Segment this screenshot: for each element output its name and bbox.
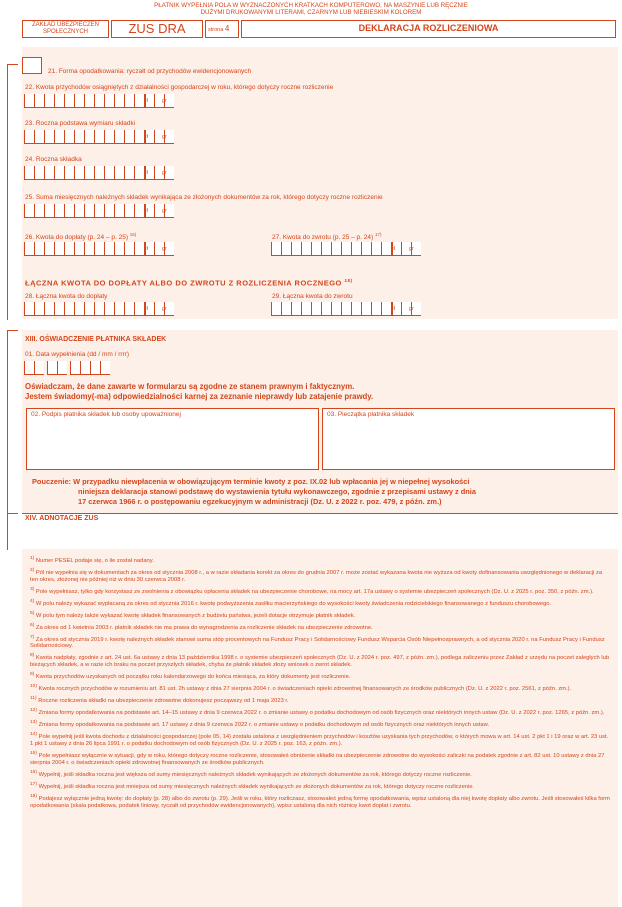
footnote-text: Kwota rocznych przychodów w rozumieniu art. 81 ust. 2h ustawy z dnia 27 sierpnia 2004 r. o świadczeniach opieki zdrowotnej finansowanych ze środków publicznych (Dz. U. z 2022 r. poz. 2561, z późn. zm.). <box>38 686 572 693</box>
total-title <box>25 278 352 288</box>
unit-gr: gr <box>409 306 414 312</box>
footnote-text: Podajesz wyłącznie jedną kwotę: do dopłaty (p. 28) albo do zwrotu (p. 29). Jeśli w roku, który rozliczasz, stosowałeś jedną formę opodatkowania, wpisz ustaloną dla niej kwotę dopłaty albo zwrotu. Jeśli stosowałeś kilka form opodatkowania (skala podatkowa, podatek liniowy, ryczałt od przychodów ewidencjonowanych), wpisz ustaloną dla nich różnicę kwot dopłat i zwrotu. <box>30 795 610 809</box>
date-input[interactable] <box>24 361 110 375</box>
footnote-15 <box>30 750 610 767</box>
footnote-7 <box>30 634 610 651</box>
footnote-number: 1) <box>30 556 35 561</box>
f27-label <box>272 232 382 241</box>
notice-line-3: 17 czerwca 1966 r. o postępowaniu egzekucyjnym w administracji (Dz. U. z 2022 r. poz. 479, z późn. zm.) <box>78 497 442 506</box>
f29-amount-input[interactable] <box>271 302 421 316</box>
unit-gr: gr <box>409 246 414 252</box>
unit-zl: zł <box>144 208 148 214</box>
footnote-text: Za okres od stycznia 2019 r. kwotę należnych składek stanowi suma stóp procentowych na Fundusz Pracy i Solidarnościowy Fundusz Wsparcia Osób Niepełnosprawnych, a od stycznia 2020 r. na Fundusz Pracy i Fundusz Solidarnościowy. <box>30 636 605 650</box>
f26-footnote-ref: 16) <box>129 232 137 237</box>
org-line-2: SPOŁECZNYCH <box>42 29 88 35</box>
total-title-text: ŁĄCZNA KWOTA DO DOPŁATY ALBO DO ZWROTU Z ROZLICZENIA ROCZNEGO <box>25 278 342 288</box>
f23-label: 23. Roczna podstawa wymiaru składki <box>25 120 136 127</box>
signature-field[interactable] <box>26 408 319 470</box>
footnote-number: 16) <box>30 769 37 775</box>
f24-label: 24. Roczna składka <box>25 156 82 163</box>
stamp-field[interactable] <box>322 408 615 470</box>
unit-zl: zł <box>391 306 395 312</box>
footnote-6 <box>30 622 610 632</box>
footnote-text: Wypełnij, jeśli składka roczna jest mniejsza od sumy miesięcznych należnych składek wynikających ze złożonych dokumentów za rok, którego dotyczy roczne rozliczenie. <box>38 783 475 790</box>
section-bracket <box>7 513 18 550</box>
form-code: ZUS DRA <box>128 21 186 36</box>
section-xiii-title: XIII. OŚWIADCZENIE PŁATNIKA SKŁADEK <box>25 336 167 343</box>
footnote-number: 2) <box>30 567 35 573</box>
footnote-10 <box>30 683 610 693</box>
footnote-text: Zmiana formy opodatkowania na podstawie art. 14–15 ustawy z dnia 9 czerwca 2022 r. o zmianie ustawy o podatku dochodowym od osób fizycznych oraz niektórych innych ustaw (Dz. U. z 2022 r. poz. 1265, z późn. zm.). <box>38 710 605 717</box>
f21-label: 21. Forma opodatkowania: ryczałt od przychodów ewidencjonowanych <box>48 68 252 75</box>
f27-footnote-ref: 17) <box>374 232 382 237</box>
footnote-number: 12) <box>30 708 37 714</box>
statement-line-2: Jestem świadomy(-ma) odpowiedzialności karnej za zeznanie nieprawdy lub zatajenie prawdy. <box>25 392 374 401</box>
footnote-number: 14) <box>30 731 37 737</box>
f23-amount-input[interactable] <box>24 130 174 144</box>
footnote-9 <box>30 671 610 681</box>
page-number: 4 <box>224 24 230 33</box>
footnote-2 <box>30 567 610 584</box>
footnote-number: 13) <box>30 720 37 726</box>
form-title: DEKLARACJA ROZLICZENIOWA <box>358 23 499 33</box>
footnote-number: 7) <box>30 634 35 640</box>
unit-zl: zł <box>144 306 148 312</box>
footnote-text: Za okres od 1 kwietnia 2003 r. płatnik składek nie ma prawa do wynagrodzenia za rozliczenie składek na ubezpieczenie zdrowotne. <box>35 624 373 631</box>
notice-line-1: Pouczenie: W przypadku niewpłacenia w obowiązującym terminie kwoty z poz. IX.02 lub wpłacania jej w niepełnej wysokości <box>32 477 470 486</box>
form-code-box <box>111 20 203 38</box>
footnote-text: Zmiana formy opodatkowania na podstawie art. 17 ustawy z dnia 9 czerwca 2022 r. o zmianie ustawy o podatku dochodowym od osób fizycznych oraz niektórych innych ustaw. <box>38 721 490 728</box>
unit-zl: zł <box>391 246 395 252</box>
org-line-1: ZAKŁAD UBEZPIECZEŃ <box>31 22 99 28</box>
footnote-11 <box>30 695 610 705</box>
footnote-text: Pole wypełnij jeśli kwota dochodu z działalności gospodarczej (pole 05, 14) została ustalona z uwzględnieniem przychodów i kosztów uzyskania tych przychodów, o których mowa w art. 14 ust. 2 pkt 1 i 19 oraz w art. 23 ust. 1 pkt 1 ustawy z dnia 26 lipca 1991 r. o podatku dochodowym od osób fizycznych (Dz. U. z 2025 r. poz. 163, z późn. zm.). <box>30 733 609 747</box>
f26-amount-input[interactable] <box>24 242 174 256</box>
footnote-1 <box>30 555 610 565</box>
footnote-text: Roczne rozliczenia składki na ubezpieczenie zdrowotne dokonujesz począwszy od 1 maja 2023 r. <box>38 698 289 705</box>
f28-label: 28. Łączna kwota do dopłaty <box>25 293 108 300</box>
unit-gr: gr <box>162 170 167 176</box>
footnote-number: 8) <box>30 653 35 659</box>
footnote-text: W polu należy wykazać wypłacaną za okres od stycznia 2016 r. kwotę podwyższenia zasiłku macierzyńskiego do wysokości kwoty świadczenia rodzicielskiego finansowanego z funduszu chorobowego. <box>35 600 552 607</box>
footnote-text: Pól nie wypełnia się w dokumentach za okres od stycznia 2008 r., a w razie składania korekt za okres do grudnia 2007 r. może zostać wykazana kwota nie wyższa od kwoty dofinansowania uwzględnionego w deklaracji za ten okres, złożonej nie później niż w dniu 30 czerwca 2008 r. <box>30 569 603 583</box>
footnote-number: 9) <box>30 672 35 678</box>
form-title-box <box>241 20 616 38</box>
f29-label: 29. Łączna kwota do zwrotu <box>272 293 353 300</box>
footnote-text: Kwota nadpłaty, zgodnie z art. 24 ust. 6a ustawy z dnia 13 października 1998 r. o systemie ubezpieczeń społecznych (Dz. U. z 2024 r. poz. 497, z późn. zm.), podlega zaliczeniu przez Zakład z urzędu na poczet zaległych lub bieżących składek, a w razie ich braku na poczet przyszłych składek, chyba że płatnik składek złoży wniosek o zwrot składek. <box>30 655 610 669</box>
f27-amount-input[interactable] <box>271 242 421 256</box>
footnote-text: W polu tym należy także wykazać kwotę składek finansowanych z budżetu państwa, jeżeli dotacje otrzymuje płatnik składek. <box>35 612 356 619</box>
footnote-number: 5) <box>30 610 35 616</box>
total-footnote-ref: 18) <box>344 278 353 283</box>
unit-gr: gr <box>162 134 167 140</box>
unit-zl: zł <box>144 98 148 104</box>
page-label: strona <box>208 27 224 33</box>
footnote-12 <box>30 707 610 717</box>
unit-zl: zł <box>144 170 148 176</box>
instruction-line-1: PŁATNIK WYPEŁNIA POLA W WYZNACZONYCH KRATKACH KOMPUTEROWO, NA MASZYNIE LUB RĘCZNIE <box>154 2 468 9</box>
section-xiv <box>22 513 618 550</box>
footnote-number: 6) <box>30 622 35 628</box>
footnote-18 <box>30 793 610 810</box>
footnote-number: 4) <box>30 598 35 604</box>
notice-line-2: niniejsza deklaracja stanowi podstawę do wystawienia tytułu wykonawczego, zgodnie z przepisami ustawy z dnia <box>78 487 476 496</box>
f26-text: 26. Kwota do dopłaty (p. 24 – p. 25) <box>25 234 128 242</box>
footnote-17 <box>30 781 610 791</box>
f22-amount-input[interactable] <box>24 94 174 108</box>
footnote-text: Pole wypełniasz wyłącznie w sytuacji, gdy w roku, którego dotyczy roczne rozliczenie, stosowałeś obniżenie składki na ubezpieczenie zdrowotne do wysokości zaliczki na podatek zgodnie z art. 82 ust. 10 ustawy z dnia 27 sierpnia 2004 r. o świadczeniach opieki zdrowotnej finansowanych ze środków publicznych. <box>30 752 605 766</box>
header-instructions <box>0 2 622 16</box>
footnote-5 <box>30 610 610 620</box>
unit-gr: gr <box>162 246 167 252</box>
footnote-text: Kwota przychodów uzyskanych od początku roku kalendarzowego do końca miesiąca, za który dokumenty jest rozliczenie. <box>35 674 351 681</box>
footnote-4 <box>30 598 610 608</box>
footnote-number: 3) <box>30 586 35 592</box>
footnote-text: Wypełnij, jeśli składka roczna jest większa od sumy miesięcznych należnych składek wynikających ze złożonych dokumentów za rok, którego dotyczy roczne rozliczenie. <box>38 771 472 778</box>
f25-label: 25. Suma miesięcznych należnych składek wynikająca ze złożonych dokumentów za rok, którego dotyczy roczne rozliczenie <box>25 194 383 201</box>
footnote-14 <box>30 731 610 748</box>
f26-label <box>25 232 136 241</box>
footnote-number: 10) <box>30 684 37 690</box>
page-box <box>205 20 239 38</box>
footnote-number: 17) <box>30 781 37 787</box>
f22-label: 22. Kwota przychodów osiągniętych z działalności gospodarczej w roku, którego dotyczy roczne rozliczenie <box>25 84 334 91</box>
footnotes-list <box>30 555 610 812</box>
footnote-3 <box>30 586 610 596</box>
section-bracket <box>7 64 18 320</box>
f28-amount-input[interactable] <box>24 302 174 316</box>
statement-line-1: Oświadczam, że dane zawarte w formularzu są zgodne ze stanem prawnym i faktycznym. <box>25 382 355 391</box>
footnote-13 <box>30 719 610 729</box>
footnote-text: Pole wypełniasz, tylko gdy korzystasz ze zwolnienia z obowiązku opłacenia składek na ubezpieczenie chorobowe, na mocy art. 17a ustawy o systemie ubezpieczeń społecznych (Dz. U. z 2025 r. poz. 350, z późn. zm.). <box>35 588 594 595</box>
unit-gr: gr <box>162 306 167 312</box>
instruction-line-2: DUŻYMI DRUKOWANYMI LITERAMI, CZARNYM LUB NIEBIESKIM KOLOREM <box>200 9 422 16</box>
f25-amount-input[interactable] <box>24 204 174 218</box>
footnote-number: 15) <box>30 750 37 756</box>
footnote-number: 11) <box>30 696 37 702</box>
date-label: 01. Data wypełnienia (dd / mm / rrrr) <box>25 351 130 358</box>
footnote-text: Numer PESEL podaje się, o ile został nadany. <box>35 557 154 564</box>
f21-checkbox[interactable] <box>22 57 42 74</box>
section-bracket <box>7 330 18 514</box>
f24-amount-input[interactable] <box>24 166 174 180</box>
signature-label: 02. Podpis płatnika składek lub osoby upoważnionej <box>31 411 181 418</box>
stamp-label: 03. Pieczątka płatnika składek <box>327 411 415 418</box>
unit-gr: gr <box>162 98 167 104</box>
zus-org-box <box>22 20 109 38</box>
unit-gr: gr <box>162 208 167 214</box>
f27-text: 27. Kwota do zwrotu (p. 25 – p. 24) <box>272 234 374 242</box>
unit-zl: zł <box>144 134 148 140</box>
footnote-8 <box>30 652 610 669</box>
footnote-16 <box>30 769 610 779</box>
unit-zl: zł <box>144 246 148 252</box>
footnote-number: 18) <box>30 793 37 799</box>
section-xiv-title: XIV. ADNOTACJE ZUS <box>25 515 99 522</box>
